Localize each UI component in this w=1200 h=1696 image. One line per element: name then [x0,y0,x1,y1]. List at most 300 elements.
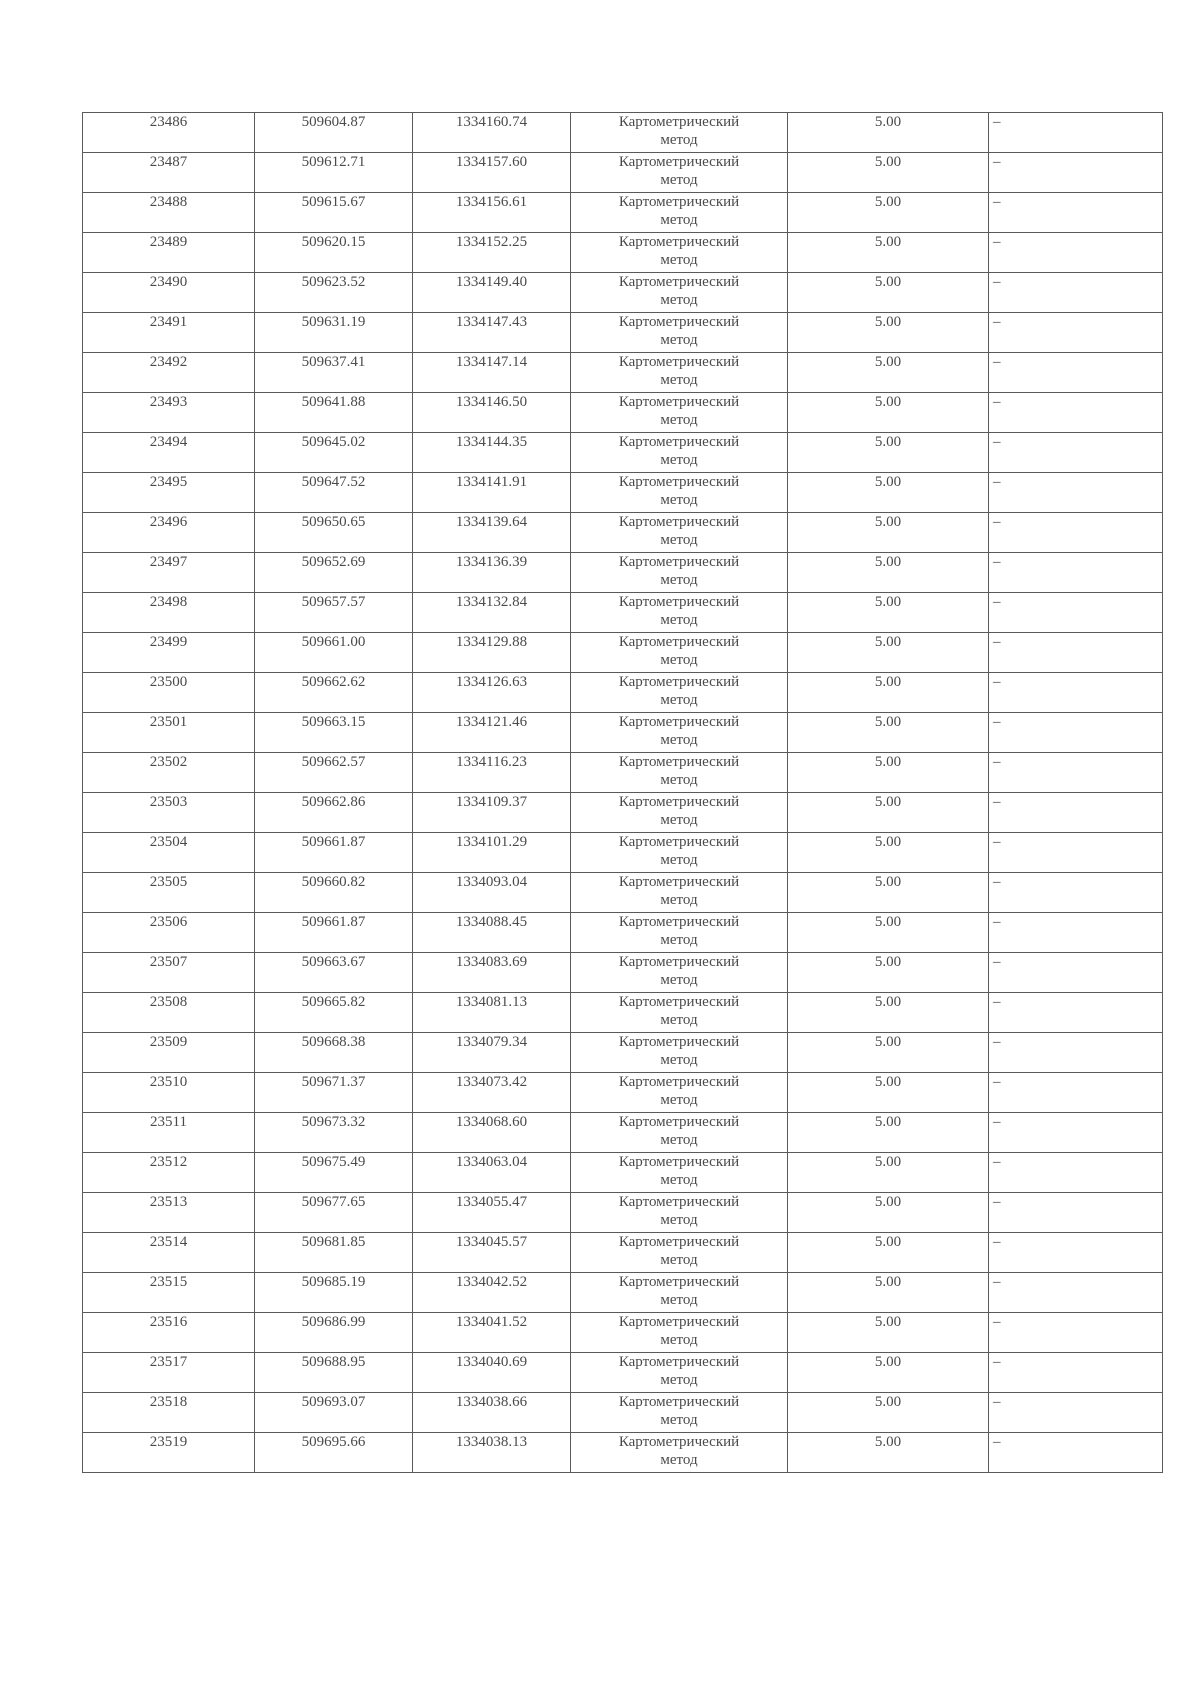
accuracy-cell: 5.00 [788,953,989,993]
x-coordinate-cell: 509695.66 [255,1433,413,1473]
method-line-2: метод [660,132,698,148]
description-cell: – [989,1113,1163,1153]
point-number-cell: 23515 [83,1273,255,1313]
point-number-cell: 23498 [83,593,255,633]
x-coordinate-cell: 509665.82 [255,993,413,1033]
method-cell [571,593,788,633]
method-cell [571,233,788,273]
point-number-cell: 23514 [83,1233,255,1273]
method-line-2: метод [660,1292,698,1308]
description-cell: – [989,713,1163,753]
accuracy-cell: 5.00 [788,433,989,473]
accuracy-cell: 5.00 [788,473,989,513]
description-cell: – [989,1033,1163,1073]
description-cell: – [989,753,1163,793]
x-coordinate-cell: 509663.67 [255,953,413,993]
method-cell [571,393,788,433]
y-coordinate-cell: 1334079.34 [413,1033,571,1073]
method-line-1: Картометрический [618,1234,740,1250]
description-cell: – [989,433,1163,473]
point-number-cell: 23489 [83,233,255,273]
accuracy-cell: 5.00 [788,1353,989,1393]
y-coordinate-cell: 1334147.14 [413,353,571,393]
point-number-cell: 23497 [83,553,255,593]
point-number-cell: 23503 [83,793,255,833]
method-line-1: Картометрический [618,194,740,210]
table-row [83,593,1163,633]
method-cell [571,1233,788,1273]
y-coordinate-cell: 1334101.29 [413,833,571,873]
description-cell: – [989,593,1163,633]
table-row [83,1073,1163,1113]
x-coordinate-cell: 509668.38 [255,1033,413,1073]
method-line-2: метод [660,172,698,188]
accuracy-cell: 5.00 [788,113,989,153]
table-row [83,833,1163,873]
y-coordinate-cell: 1334040.69 [413,1353,571,1393]
method-line-1: Картометрический [618,354,740,370]
point-number-cell: 23513 [83,1193,255,1233]
x-coordinate-cell: 509623.52 [255,273,413,313]
x-coordinate-cell: 509688.95 [255,1353,413,1393]
method-line-1: Картометрический [618,714,740,730]
method-line-2: метод [660,292,698,308]
method-line-2: метод [660,1372,698,1388]
method-cell [571,153,788,193]
point-number-cell: 23493 [83,393,255,433]
x-coordinate-cell: 509645.02 [255,433,413,473]
point-number-cell: 23505 [83,873,255,913]
method-line-2: метод [660,612,698,628]
x-coordinate-cell: 509662.62 [255,673,413,713]
method-cell [571,273,788,313]
y-coordinate-cell: 1334041.52 [413,1313,571,1353]
method-line-2: метод [660,332,698,348]
method-cell [571,993,788,1033]
x-coordinate-cell: 509662.86 [255,793,413,833]
accuracy-cell: 5.00 [788,1033,989,1073]
description-cell: – [989,1153,1163,1193]
x-coordinate-cell: 509615.67 [255,193,413,233]
y-coordinate-cell: 1334156.61 [413,193,571,233]
method-cell [571,1193,788,1233]
method-line-1: Картометрический [618,674,740,690]
method-cell [571,1073,788,1113]
x-coordinate-cell: 509661.00 [255,633,413,673]
y-coordinate-cell: 1334068.60 [413,1113,571,1153]
description-cell: – [989,1353,1163,1393]
accuracy-cell: 5.00 [788,913,989,953]
method-cell [571,873,788,913]
method-line-1: Картометрический [618,274,740,290]
description-cell: – [989,313,1163,353]
method-line-1: Картометрический [618,634,740,650]
method-line-2: метод [660,212,698,228]
table-row [83,113,1163,153]
point-number-cell: 23511 [83,1113,255,1153]
description-cell: – [989,913,1163,953]
table-row [83,753,1163,793]
description-cell: – [989,953,1163,993]
method-cell [571,953,788,993]
y-coordinate-cell: 1334116.23 [413,753,571,793]
y-coordinate-cell: 1334146.50 [413,393,571,433]
method-line-2: метод [660,412,698,428]
y-coordinate-cell: 1334073.42 [413,1073,571,1113]
accuracy-cell: 5.00 [788,513,989,553]
method-line-2: метод [660,1412,698,1428]
method-line-1: Картометрический [618,434,740,450]
method-cell [571,433,788,473]
method-cell [571,713,788,753]
table-row [83,1153,1163,1193]
method-cell [571,1153,788,1193]
table-row [83,913,1163,953]
method-line-2: метод [660,1332,698,1348]
x-coordinate-cell: 509693.07 [255,1393,413,1433]
accuracy-cell: 5.00 [788,793,989,833]
x-coordinate-cell: 509663.15 [255,713,413,753]
description-cell: – [989,993,1163,1033]
method-line-2: метод [660,252,698,268]
method-line-1: Картометрический [618,154,740,170]
accuracy-cell: 5.00 [788,1193,989,1233]
x-coordinate-cell: 509604.87 [255,113,413,153]
accuracy-cell: 5.00 [788,193,989,233]
x-coordinate-cell: 509673.32 [255,1113,413,1153]
y-coordinate-cell: 1334109.37 [413,793,571,833]
table-row [83,553,1163,593]
method-line-1: Картометрический [618,1354,740,1370]
point-number-cell: 23506 [83,913,255,953]
method-line-2: метод [660,572,698,588]
point-number-cell: 23518 [83,1393,255,1433]
method-line-2: метод [660,452,698,468]
method-cell [571,1393,788,1433]
accuracy-cell: 5.00 [788,273,989,313]
method-line-2: метод [660,372,698,388]
method-line-2: метод [660,1012,698,1028]
accuracy-cell: 5.00 [788,1433,989,1473]
point-number-cell: 23499 [83,633,255,673]
y-coordinate-cell: 1334038.13 [413,1433,571,1473]
accuracy-cell: 5.00 [788,1153,989,1193]
x-coordinate-cell: 509681.85 [255,1233,413,1273]
accuracy-cell: 5.00 [788,553,989,593]
method-cell [571,473,788,513]
x-coordinate-cell: 509660.82 [255,873,413,913]
point-number-cell: 23492 [83,353,255,393]
method-cell [571,1313,788,1353]
point-number-cell: 23507 [83,953,255,993]
description-cell: – [989,113,1163,153]
description-cell: – [989,473,1163,513]
method-line-1: Картометрический [618,1034,740,1050]
y-coordinate-cell: 1334132.84 [413,593,571,633]
table-row [83,1353,1163,1393]
table-row [83,513,1163,553]
accuracy-cell: 5.00 [788,873,989,913]
point-number-cell: 23502 [83,753,255,793]
method-cell [571,513,788,553]
point-number-cell: 23504 [83,833,255,873]
x-coordinate-cell: 509662.57 [255,753,413,793]
x-coordinate-cell: 509685.19 [255,1273,413,1313]
method-cell [571,1113,788,1153]
y-coordinate-cell: 1334042.52 [413,1273,571,1313]
description-cell: – [989,1313,1163,1353]
y-coordinate-cell: 1334038.66 [413,1393,571,1433]
x-coordinate-cell: 509652.69 [255,553,413,593]
method-line-1: Картометрический [618,394,740,410]
table-row [83,473,1163,513]
table-row [83,233,1163,273]
table-row [83,1313,1163,1353]
method-line-1: Картометрический [618,234,740,250]
method-line-2: метод [660,652,698,668]
table-row [83,153,1163,193]
point-number-cell: 23496 [83,513,255,553]
coordinates-table-body [83,113,1163,1473]
point-number-cell: 23494 [83,433,255,473]
y-coordinate-cell: 1334147.43 [413,313,571,353]
accuracy-cell: 5.00 [788,1273,989,1313]
x-coordinate-cell: 509631.19 [255,313,413,353]
accuracy-cell: 5.00 [788,1073,989,1113]
y-coordinate-cell: 1334141.91 [413,473,571,513]
method-line-1: Картометрический [618,1274,740,1290]
x-coordinate-cell: 509671.37 [255,1073,413,1113]
method-line-1: Картометрический [618,314,740,330]
y-coordinate-cell: 1334139.64 [413,513,571,553]
x-coordinate-cell: 509657.57 [255,593,413,633]
method-line-1: Картометрический [618,1074,740,1090]
method-line-1: Картометрический [618,754,740,770]
table-row [83,633,1163,673]
description-cell: – [989,1193,1163,1233]
x-coordinate-cell: 509677.65 [255,1193,413,1233]
table-row [83,1393,1163,1433]
method-line-1: Картометрический [618,514,740,530]
method-line-1: Картометрический [618,474,740,490]
description-cell: – [989,1073,1163,1113]
x-coordinate-cell: 509637.41 [255,353,413,393]
method-line-2: метод [660,492,698,508]
method-line-2: метод [660,1452,698,1468]
description-cell: – [989,273,1163,313]
method-line-2: метод [660,812,698,828]
y-coordinate-cell: 1334093.04 [413,873,571,913]
method-cell [571,673,788,713]
y-coordinate-cell: 1334088.45 [413,913,571,953]
x-coordinate-cell: 509620.15 [255,233,413,273]
y-coordinate-cell: 1334121.46 [413,713,571,753]
table-row [83,673,1163,713]
x-coordinate-cell: 509661.87 [255,913,413,953]
method-cell [571,113,788,153]
x-coordinate-cell: 509675.49 [255,1153,413,1193]
description-cell: – [989,833,1163,873]
method-line-2: метод [660,1172,698,1188]
table-row [83,1033,1163,1073]
method-cell [571,1033,788,1073]
description-cell: – [989,553,1163,593]
y-coordinate-cell: 1334081.13 [413,993,571,1033]
table-row [83,1433,1163,1473]
method-line-2: метод [660,1092,698,1108]
x-coordinate-cell: 509641.88 [255,393,413,433]
table-row [83,393,1163,433]
point-number-cell: 23491 [83,313,255,353]
y-coordinate-cell: 1334129.88 [413,633,571,673]
description-cell: – [989,793,1163,833]
method-line-2: метод [660,932,698,948]
y-coordinate-cell: 1334160.74 [413,113,571,153]
table-row [83,873,1163,913]
description-cell: – [989,1393,1163,1433]
table-row [83,793,1163,833]
method-line-1: Картометрический [618,1114,740,1130]
method-line-2: метод [660,852,698,868]
method-cell [571,633,788,673]
method-line-1: Картометрический [618,1194,740,1210]
method-line-1: Картометрический [618,954,740,970]
y-coordinate-cell: 1334126.63 [413,673,571,713]
x-coordinate-cell: 509650.65 [255,513,413,553]
method-cell [571,793,788,833]
table-row [83,1233,1163,1273]
method-cell [571,1273,788,1313]
method-line-1: Картометрический [618,994,740,1010]
method-line-2: метод [660,732,698,748]
accuracy-cell: 5.00 [788,713,989,753]
point-number-cell: 23488 [83,193,255,233]
method-line-2: метод [660,1052,698,1068]
description-cell: – [989,673,1163,713]
method-cell [571,833,788,873]
method-line-2: метод [660,532,698,548]
method-line-1: Картометрический [618,794,740,810]
table-row [83,313,1163,353]
table-row [83,1113,1163,1153]
point-number-cell: 23512 [83,1153,255,1193]
point-number-cell: 23509 [83,1033,255,1073]
y-coordinate-cell: 1334152.25 [413,233,571,273]
accuracy-cell: 5.00 [788,633,989,673]
method-cell [571,1353,788,1393]
accuracy-cell: 5.00 [788,1113,989,1153]
point-number-cell: 23508 [83,993,255,1033]
table-row [83,193,1163,233]
accuracy-cell: 5.00 [788,393,989,433]
method-line-2: метод [660,1212,698,1228]
method-cell [571,553,788,593]
point-number-cell: 23490 [83,273,255,313]
table-row [83,1273,1163,1313]
method-line-2: метод [660,692,698,708]
accuracy-cell: 5.00 [788,1233,989,1273]
y-coordinate-cell: 1334045.57 [413,1233,571,1273]
accuracy-cell: 5.00 [788,313,989,353]
x-coordinate-cell: 509647.52 [255,473,413,513]
point-number-cell: 23487 [83,153,255,193]
accuracy-cell: 5.00 [788,593,989,633]
accuracy-cell: 5.00 [788,673,989,713]
method-cell [571,193,788,233]
method-line-1: Картометрический [618,1314,740,1330]
accuracy-cell: 5.00 [788,153,989,193]
x-coordinate-cell: 509612.71 [255,153,413,193]
point-number-cell: 23516 [83,1313,255,1353]
point-number-cell: 23486 [83,113,255,153]
y-coordinate-cell: 1334063.04 [413,1153,571,1193]
table-row [83,1193,1163,1233]
point-number-cell: 23519 [83,1433,255,1473]
y-coordinate-cell: 1334083.69 [413,953,571,993]
method-line-1: Картометрический [618,554,740,570]
method-line-1: Картометрический [618,594,740,610]
method-line-1: Картометрический [618,914,740,930]
method-cell [571,913,788,953]
method-line-1: Картометрический [618,834,740,850]
table-row [83,273,1163,313]
description-cell: – [989,513,1163,553]
table-row [83,953,1163,993]
description-cell: – [989,1233,1163,1273]
accuracy-cell: 5.00 [788,233,989,273]
description-cell: – [989,353,1163,393]
method-cell [571,753,788,793]
method-line-1: Картометрический [618,114,740,130]
y-coordinate-cell: 1334144.35 [413,433,571,473]
point-number-cell: 23495 [83,473,255,513]
method-line-1: Картометрический [618,1394,740,1410]
description-cell: – [989,193,1163,233]
method-cell [571,353,788,393]
description-cell: – [989,233,1163,273]
description-cell: – [989,873,1163,913]
point-number-cell: 23500 [83,673,255,713]
accuracy-cell: 5.00 [788,753,989,793]
point-number-cell: 23501 [83,713,255,753]
point-number-cell: 23510 [83,1073,255,1113]
y-coordinate-cell: 1334055.47 [413,1193,571,1233]
table-row [83,993,1163,1033]
accuracy-cell: 5.00 [788,353,989,393]
description-cell: – [989,1273,1163,1313]
method-line-1: Картометрический [618,874,740,890]
point-number-cell: 23517 [83,1353,255,1393]
method-line-1: Картометрический [618,1154,740,1170]
method-line-2: метод [660,1132,698,1148]
y-coordinate-cell: 1334149.40 [413,273,571,313]
y-coordinate-cell: 1334136.39 [413,553,571,593]
table-row [83,713,1163,753]
accuracy-cell: 5.00 [788,833,989,873]
description-cell: – [989,633,1163,673]
accuracy-cell: 5.00 [788,1313,989,1353]
method-line-1: Картометрический [618,1434,740,1450]
x-coordinate-cell: 509661.87 [255,833,413,873]
method-line-2: метод [660,972,698,988]
accuracy-cell: 5.00 [788,1393,989,1433]
method-cell [571,313,788,353]
method-cell [571,1433,788,1473]
x-coordinate-cell: 509686.99 [255,1313,413,1353]
method-line-2: метод [660,1252,698,1268]
table-row [83,433,1163,473]
description-cell: – [989,153,1163,193]
